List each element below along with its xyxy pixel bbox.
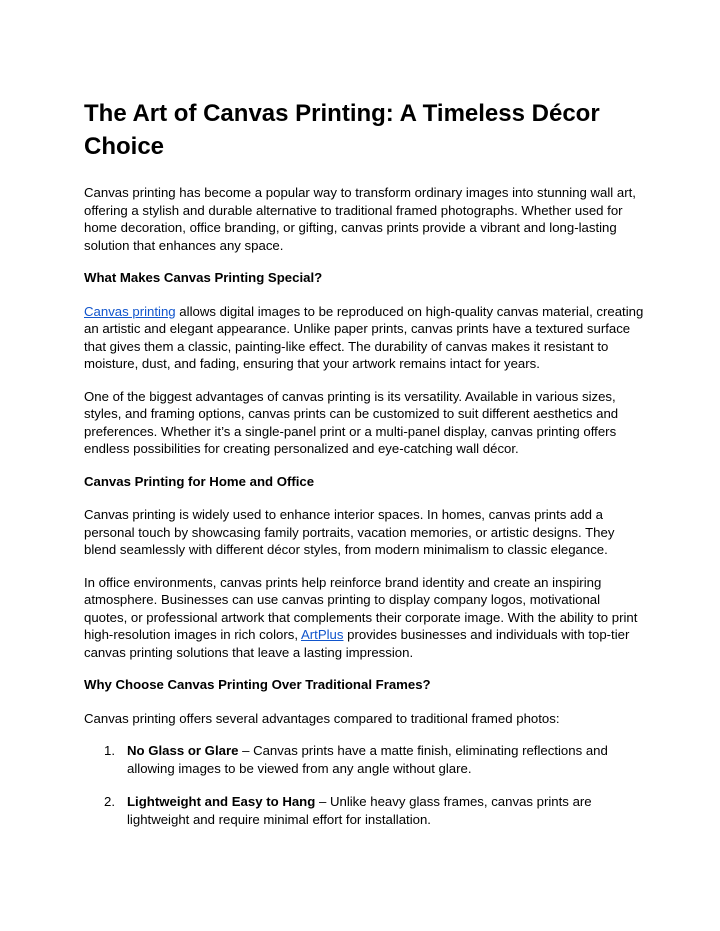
home-office-paragraph-2-text-after: provides businesses and individuals with top-tier canvas printing solutions that leave a lasting impression. xyxy=(84,627,630,660)
advantages-list xyxy=(84,742,644,828)
list-item-title: No Glass or Glare xyxy=(127,743,239,758)
list-item xyxy=(84,742,644,777)
home-office-paragraph-1: Canvas printing is widely used to enhance interior spaces. In homes, canvas prints add a personal touch by showcasing family portraits, vacation memories, or artistic designs. They blend seamlessly with different décor styles, from modern minimalism to classic elegance. xyxy=(84,507,615,557)
document-content xyxy=(84,97,644,844)
intro-paragraph: Canvas printing has become a popular way to transform ordinary images into stunning wall art, offering a stylish and durable alternative to traditional framed photographs. Whether used for home decoration, office branding, or gifting, canvas prints provide a vibrant and long-lasting solution that enhances any space. xyxy=(84,185,636,253)
section-heading-special: What Makes Canvas Printing Special? xyxy=(84,270,323,285)
page-title: The Art of Canvas Printing: A Timeless Décor Choice xyxy=(84,100,600,160)
list-item-title: Lightweight and Easy to Hang xyxy=(127,794,316,809)
list-item-number: 2. xyxy=(104,794,115,809)
special-paragraph-1-text: allows digital images to be reproduced on high-quality canvas material, creating an artistic and elegant appearance. Unlike paper prints, canvas prints have a textured surface that gives them a classic, painting-like effect. The durability of canvas makes it resistant to moisture, dust, and fading, ensuring that your artwork remains intact for years. xyxy=(84,303,644,371)
list-item-text: – Canvas prints have a matte finish, eliminating reflections and allowing images to be viewed from any angle without glare. xyxy=(127,743,608,776)
canvas-printing-link[interactable]: Canvas printing xyxy=(84,303,176,319)
list-item-text: – Unlike heavy glass frames, canvas prints are lightweight and require minimal effort for installation. xyxy=(127,794,592,827)
special-paragraph-1 xyxy=(84,303,644,373)
home-office-paragraph-2 xyxy=(84,574,644,662)
list-item xyxy=(84,793,644,828)
home-office-paragraph-2-text-before: In office environments, canvas prints help reinforce brand identity and create an inspiring atmosphere. Businesses can use canvas printing to display company logos, motivational quotes, or professional artwork that complements their corporate image. With the ability to print high-resolution images in rich colors, xyxy=(84,574,638,642)
why-choose-intro: Canvas printing offers several advantages compared to traditional framed photos: xyxy=(84,710,560,726)
special-paragraph-2: One of the biggest advantages of canvas printing is its versatility. Available in various sizes, styles, and framing options, canvas prints can be customized to suit different aesthetics and preferences. Whether it’s a single-panel print or a multi-panel display, canvas printing offers endless possibilities for creating personalized and eye-catching wall décor. xyxy=(84,388,619,456)
section-heading-home-office: Canvas Printing for Home and Office xyxy=(84,473,315,489)
list-item-number: 1. xyxy=(104,743,115,758)
section-heading-why-choose: Why Choose Canvas Printing Over Traditional Frames? xyxy=(84,677,431,692)
artplus-link[interactable]: ArtPlus xyxy=(300,627,344,642)
